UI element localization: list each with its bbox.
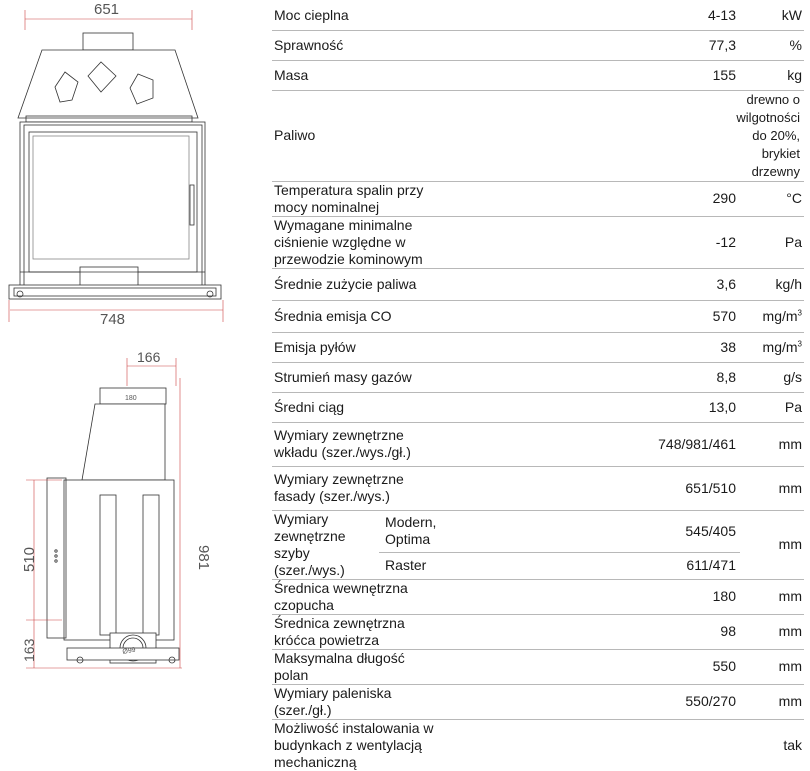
spec-label: Średnica zewnętrzna króćca powietrza — [274, 614, 405, 648]
spec-value: 550 — [712, 658, 736, 674]
spec-value: 570 — [712, 307, 736, 324]
spec-value: 3,6 — [716, 275, 736, 292]
spec-label: Wymiary zewnętrzne szyby (szer./wys.) — [272, 510, 379, 579]
spec-row — [272, 268, 804, 300]
spec-row — [272, 2, 804, 30]
spec-label: Temperatura spalin przy mocy nominalnej — [274, 181, 424, 215]
specification-table — [272, 2, 804, 771]
spec-row — [272, 392, 804, 422]
spec-label: Średnica wewnętrzna czopucha — [274, 579, 408, 613]
spec-row — [272, 300, 804, 332]
spec-value: 8,8 — [716, 368, 736, 385]
dim-air-inlet: Ø99 — [121, 646, 137, 656]
spec-row — [272, 216, 804, 268]
spec-value: -12 — [715, 233, 736, 250]
spec-label: Wymiary zewnętrzne wkładu (szer./wys./gł.) — [274, 427, 411, 460]
spec-label: Wymagane minimalne ciśnienie względne w przewodzie kominowym — [274, 216, 423, 267]
spec-unit: mm — [740, 510, 804, 579]
spec-label: Emisja pyłów — [274, 338, 356, 355]
spec-unit: °C — [786, 190, 802, 206]
spec-unit: mm — [778, 658, 802, 674]
spec-unit: mm — [778, 693, 802, 709]
spec-row — [272, 579, 804, 614]
spec-row — [272, 332, 804, 362]
spec-row — [272, 649, 804, 684]
spec-unit: kg/h — [775, 275, 802, 292]
spec-value: 651/510 — [685, 479, 736, 496]
technical-drawings — [0, 0, 265, 692]
spec-unit: mm — [778, 479, 802, 496]
spec-unit: $mg/m^3$ — [762, 307, 802, 324]
spec-row — [272, 181, 804, 216]
spec-label: Moc cieplna — [274, 7, 349, 24]
spec-label: Średni ciąg — [274, 398, 345, 415]
spec-value: 77,3 — [708, 36, 736, 53]
spec-unit: Pa — [784, 398, 802, 415]
spec-unit: kW — [781, 7, 802, 24]
dim-side-height: 981 — [195, 545, 212, 571]
spec-value: 611/471 — [686, 557, 736, 574]
dim-side-mid: 510 — [21, 546, 38, 572]
spec-label: Wymiary zewnętrzne fasady (szer./wys.) — [274, 471, 404, 504]
dim-side-flue: 180 — [125, 395, 137, 402]
spec-value: 98 — [720, 623, 736, 639]
spec-label: Masa — [274, 66, 309, 83]
spec-label: Wymiary paleniska (szer./gł.) — [274, 684, 392, 718]
spec-row — [272, 466, 804, 510]
spec-row — [272, 510, 804, 552]
spec-label: Sprawność — [274, 36, 344, 53]
dim-front-top: 651 — [94, 1, 120, 18]
spec-row — [272, 614, 804, 649]
spec-value: drewno o wilgotności do 20%, brykiet drzewny — [736, 91, 800, 179]
spec-value: 545/405 — [436, 510, 740, 552]
spec-value — [436, 719, 740, 771]
spec-unit: kg — [787, 66, 802, 83]
spec-unit: $mg/m^3$ — [762, 338, 802, 355]
spec-unit: g/s — [783, 368, 802, 385]
spec-label: Paliwo — [274, 127, 316, 143]
front-view-drawing — [9, 10, 223, 322]
spec-unit: mm — [778, 588, 802, 604]
spec-label: Możliwość instalowania w budynkach z wentylacją mechaniczną — [274, 719, 434, 770]
spec-unit: mm — [778, 435, 802, 452]
spec-label: Średnie zużycie paliwa — [274, 275, 417, 292]
spec-value: 13,0 — [708, 398, 736, 415]
spec-row — [272, 684, 804, 719]
dim-side-bottom: 163 — [21, 638, 37, 662]
spec-row — [272, 719, 804, 771]
dim-front-bottom: 748 — [100, 311, 126, 328]
spec-row — [272, 362, 804, 392]
spec-label: Strumień masy gazów — [274, 368, 412, 385]
spec-value: 155 — [712, 66, 736, 83]
dim-side-top: 166 — [137, 349, 161, 365]
spec-unit: % — [789, 36, 802, 53]
spec-sub-label: Modern, Optima — [379, 510, 436, 552]
spec-value: 748/981/461 — [658, 435, 736, 452]
spec-row — [272, 90, 804, 181]
spec-value: 38 — [720, 338, 736, 355]
spec-unit: Pa — [784, 233, 802, 250]
side-view-drawing — [26, 358, 182, 668]
spec-label: Średnia emisja CO — [274, 307, 392, 324]
spec-value: 180 — [712, 588, 736, 604]
spec-row — [272, 422, 804, 466]
spec-row — [272, 30, 804, 60]
spec-value: 4-13 — [707, 7, 736, 24]
spec-value: 550/270 — [685, 693, 736, 709]
spec-unit: mm — [778, 623, 802, 639]
spec-row — [272, 60, 804, 90]
spec-value: 290 — [712, 190, 736, 206]
spec-label: Maksymalna długość polan — [274, 649, 405, 683]
spec-unit: tak — [783, 736, 802, 753]
spec-sub-label: Raster — [385, 557, 427, 574]
